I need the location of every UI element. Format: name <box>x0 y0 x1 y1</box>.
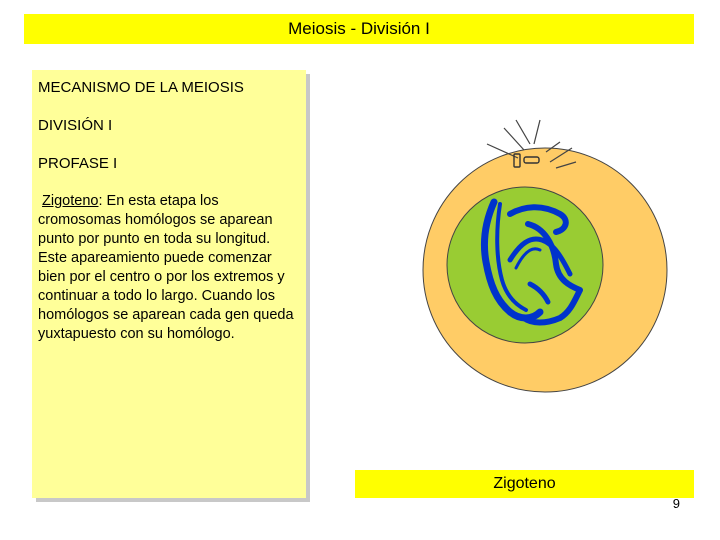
figure-caption-bar <box>355 470 694 498</box>
stage-term: Zigoteno <box>42 193 99 209</box>
page-number: 9 <box>672 496 680 511</box>
zygotene-cell-diagram <box>420 80 670 470</box>
text-panel <box>32 70 306 498</box>
phase-heading: PROFASE I <box>38 155 118 172</box>
division-heading: DIVISIÓN I <box>38 117 113 134</box>
mechanism-heading: MECANISMO DE LA MEIOSIS <box>38 79 244 96</box>
slide-title-bar <box>24 14 694 44</box>
slide-title: Meiosis - División I <box>288 19 430 38</box>
zygotene-description <box>38 192 300 344</box>
figure-caption: Zigoteno <box>493 475 556 492</box>
description-text: : En esta etapa los cromosomas homólogos se aparean punto por punto en toda su longitud. Este apareamiento puede comenzar bien por el centro o por los extremos y continuar a todo lo largo. Cuando los homólogos se aparean cada gen queda yuxtapuesto con su homólogo. <box>38 193 294 342</box>
